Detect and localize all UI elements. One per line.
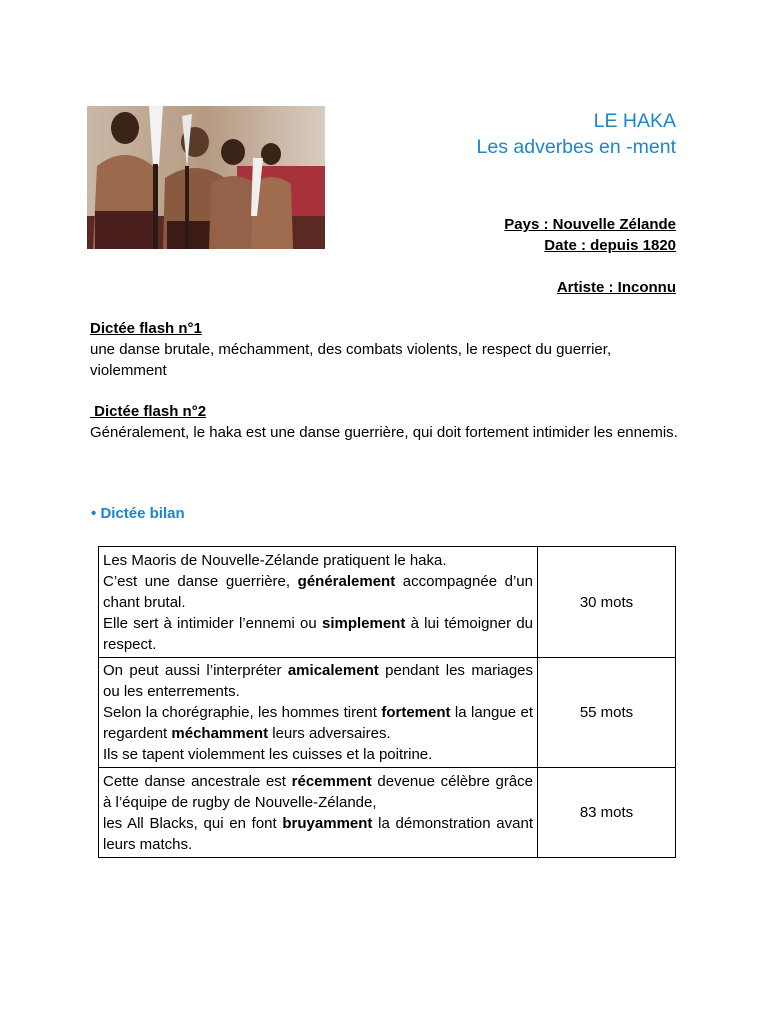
artist-field: Artiste : Inconnu: [556, 279, 676, 296]
adverb: simplement: [321, 614, 406, 632]
adverb: récemment: [291, 772, 372, 790]
dictee-flash-1-heading: Dictée flash n°1: [90, 320, 202, 337]
sentence: On peut aussi l’interpréter amicalement pendant les mariages ou les enterrements.: [103, 662, 534, 700]
dictee-bilan-label: Dictée bilan: [100, 505, 185, 522]
page-title: LE HAKA: [593, 110, 676, 132]
dictee-text-cell: [99, 547, 538, 658]
adverb: fortement: [381, 704, 451, 721]
table-row: [99, 658, 676, 768]
sentence: Les Maoris de Nouvelle-Zélande pratiquent le haka.: [103, 551, 447, 569]
page-subtitle: Les adverbes en -ment: [476, 136, 676, 158]
dictee-flash-1-text: une danse brutale, méchamment, des combats violents, le respect du guerrier, violemment: [90, 341, 612, 379]
table-row: [99, 547, 676, 658]
haka-warriors-image: [87, 106, 325, 249]
dictee-flash-2: [90, 401, 680, 443]
word-count-cell: 30 mots: [538, 547, 676, 658]
dictee-flash-1: [90, 318, 680, 381]
adverb: amicalement: [287, 662, 379, 679]
sentence: C’est une danse guerrière, généralement accompagnée d’un chant brutal.: [103, 572, 533, 611]
sentence: Ils se tapent violemment les cuisses et la poitrine.: [103, 746, 433, 763]
dictee-bilan-table: [98, 546, 676, 858]
date-field: Date : depuis 1820: [544, 237, 676, 254]
table-row: [99, 768, 676, 858]
word-count-cell: 55 mots: [538, 658, 676, 768]
sentence: les All Blacks, qui en font bruyamment la démonstration avant leurs matchs.: [103, 814, 533, 853]
adverb: bruyamment: [282, 814, 373, 832]
dictee-text-cell: [99, 768, 538, 858]
dictee-flash-2-heading: Dictée flash n°2: [90, 403, 207, 420]
dictee-flash-2-text: Généralement, le haka est une danse guerrière, qui doit fortement intimider les ennemis.: [90, 424, 678, 441]
title-block: [477, 108, 676, 160]
bullet-icon: •: [91, 505, 97, 522]
sentence: Cette danse ancestrale est récemment devenue célèbre grâce à l’équipe de rugby de Nouvelle-Zélande,: [103, 772, 534, 811]
dictee-bilan-heading: [91, 505, 185, 522]
dictee-text-cell: [99, 658, 538, 768]
sentence: Selon la chorégraphie, les hommes tirent fortement la langue et regardent méchamment leurs adversaires.: [103, 704, 534, 742]
word-count-cell: 83 mots: [538, 768, 676, 858]
sentence: Elle sert à intimider l’ennemi ou simplement à lui témoigner du respect.: [103, 614, 534, 653]
adverb: méchamment: [171, 725, 269, 742]
haka-photo: [87, 106, 325, 249]
adverb: généralement: [297, 572, 396, 590]
country-field: Pays : Nouvelle Zélande: [504, 216, 676, 233]
